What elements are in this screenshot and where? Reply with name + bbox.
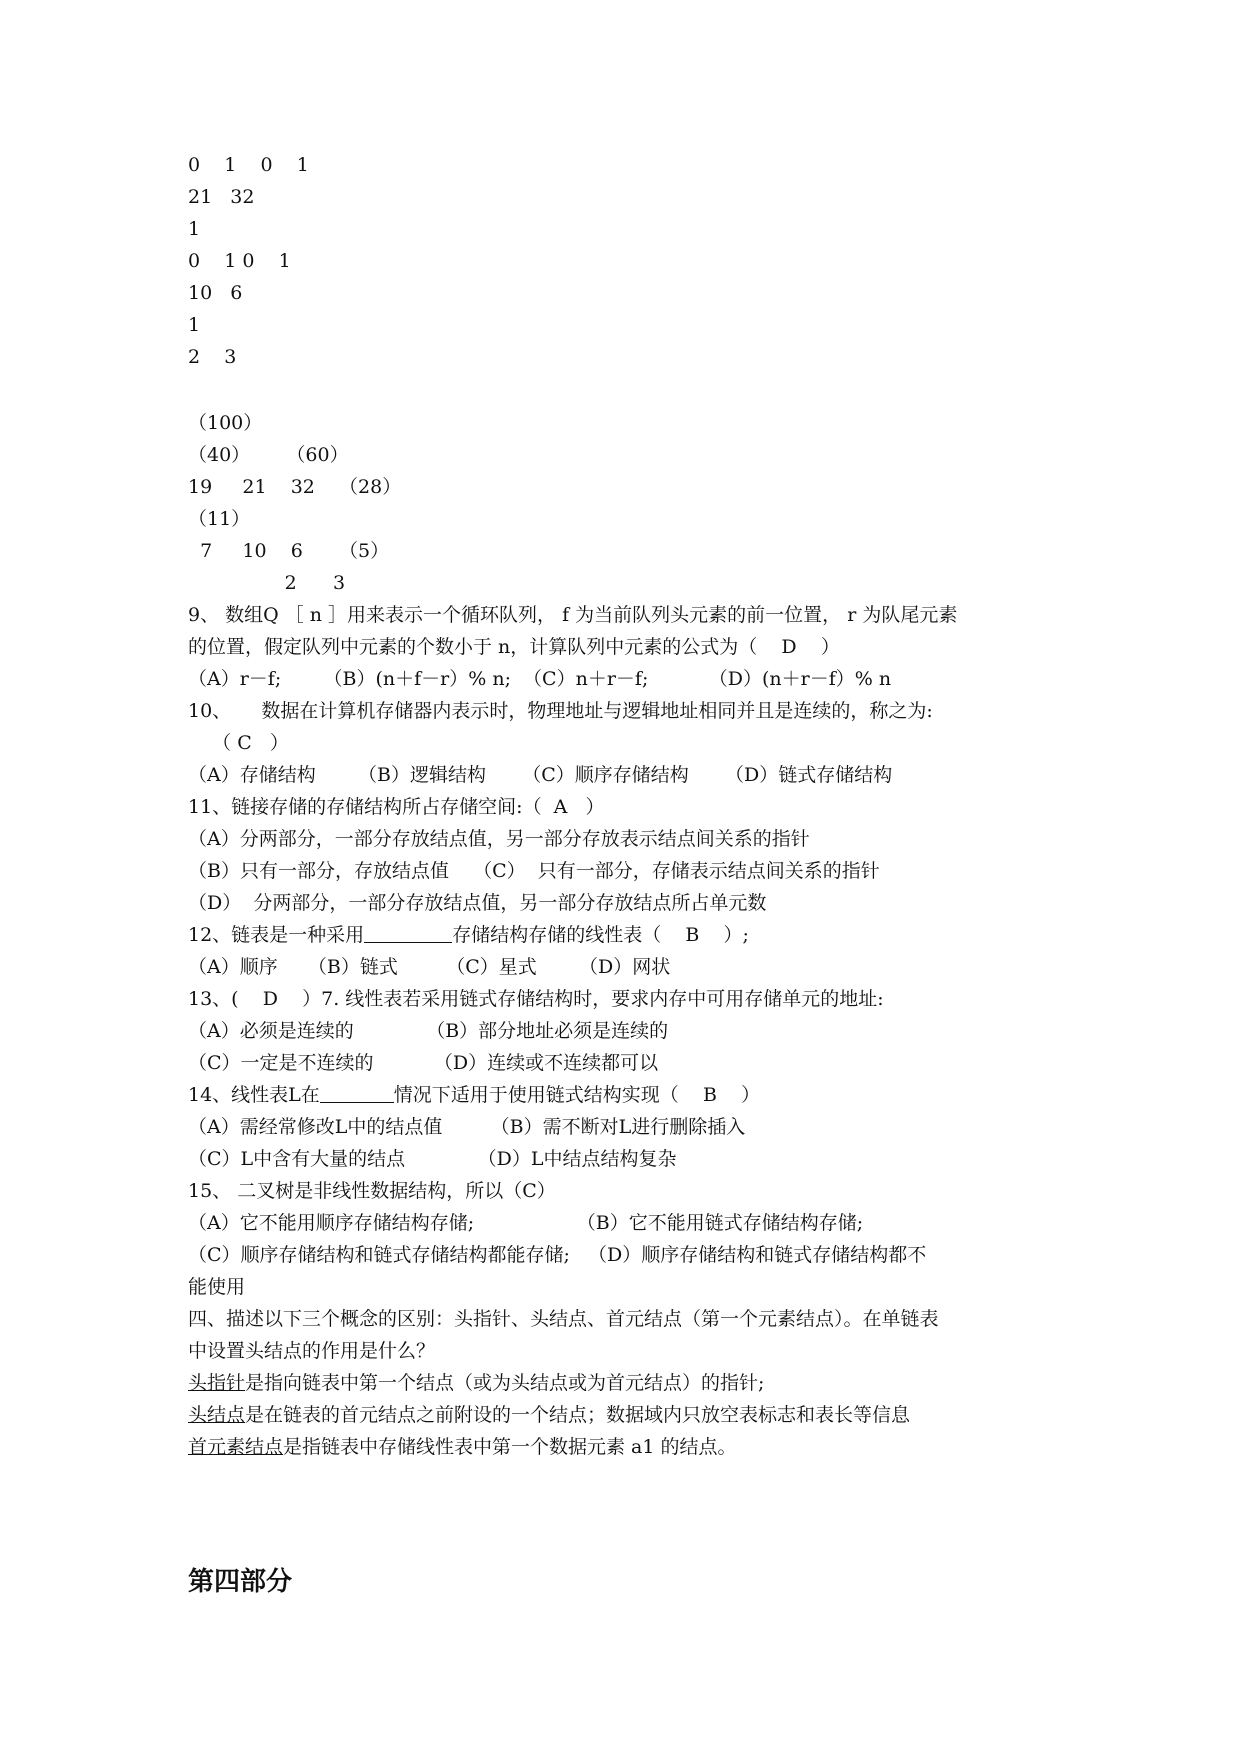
huffman-row-4: （11） bbox=[188, 508, 251, 530]
definition-head-node: 是在链表的首元结点之前附设的一个结点；数据域内只放空表标志和表长等信息 bbox=[245, 1404, 911, 1426]
question-11-option-bc: （B）只有一部分，存放结点值 （C） 只有一部分，存储表示结点间关系的指针 bbox=[188, 860, 880, 882]
question-10-options: （A）存储结构 （B）逻辑结构 （C）顺序存储结构 （D）链式存储结构 bbox=[188, 764, 893, 786]
question-12-prefix: 12、链表是一种采用 bbox=[188, 924, 365, 946]
definition-head-pointer: 是指向链表中第一个结点（或为头结点或为首元结点）的指针; bbox=[245, 1372, 765, 1394]
question-15-text: 15、 二叉树是非线性数据结构，所以（C） bbox=[188, 1180, 556, 1202]
term-head-pointer: 头指针 bbox=[188, 1372, 246, 1394]
huffman-row-1: （100） bbox=[188, 412, 263, 434]
question-11-option-a: （A）分两部分，一部分存放结点值，另一部分存放表示结点间关系的指针 bbox=[188, 828, 810, 850]
question-14-text bbox=[188, 1082, 760, 1108]
huffman-row-2: （40） （60） bbox=[188, 444, 349, 466]
part-heading: 第四部分 bbox=[188, 1567, 293, 1597]
tree-row-4: 0 1 0 1 bbox=[188, 250, 291, 272]
question-9-text: 9、 数组Q ［ n ］用来表示一个循环队列， f 为当前队列头元素的前一位置， r 为队尾元素 bbox=[188, 604, 958, 626]
answer-first-element-node bbox=[188, 1434, 737, 1460]
term-head-node: 头结点 bbox=[188, 1404, 246, 1426]
tree-row-7: 2 3 bbox=[188, 346, 237, 368]
question-13-text: 13、( D ）7. 线性表若采用链式存储结构时，要求内存中可用存储单元的地址: bbox=[188, 988, 884, 1010]
question-13-options-cd: （C）一定是不连续的 （D）连续或不连续都可以 bbox=[188, 1052, 659, 1074]
question-12-text bbox=[188, 922, 749, 948]
question-11-text: 11、链接存储的存储结构所占存储空间:（ A ） bbox=[188, 796, 605, 818]
answer-head-pointer bbox=[188, 1370, 764, 1396]
question-15-options-ab: （A）它不能用顺序存储结构存储; （B）它不能用链式存储结构存储; bbox=[188, 1212, 864, 1234]
question-14-options-ab: （A）需经常修改L中的结点值 （B）需不断对L进行删除插入 bbox=[188, 1116, 746, 1138]
fill-blank bbox=[364, 924, 452, 943]
term-first-element-node: 首元素结点 bbox=[188, 1436, 284, 1458]
definition-first-element-node: 是指链表中存储线性表中第一个数据元素 a1 的结点。 bbox=[283, 1436, 737, 1458]
question-10-text: 10、 数据在计算机存储器内表示时，物理地址与逻辑地址相同并且是连续的，称之为: bbox=[188, 700, 933, 722]
tree-row-2: 21 32 bbox=[188, 186, 255, 208]
question-14-prefix: 14、线性表L在 bbox=[188, 1084, 320, 1106]
tree-row-1: 0 1 0 1 bbox=[188, 154, 309, 176]
question-12-suffix: 存储结构存储的线性表（ B ）; bbox=[452, 924, 749, 946]
question-9-options: （A）r－f; （B）(n＋f－r）% n; （C）n＋r－f; （D）(n＋r－f）% n bbox=[188, 668, 892, 690]
huffman-row-6: 2 3 bbox=[188, 572, 346, 594]
answer-head-node bbox=[188, 1402, 910, 1428]
question-14-options-cd: （C）L中含有大量的结点 （D）L中结点结构复杂 bbox=[188, 1148, 677, 1170]
section-4-question: 四、描述以下三个概念的区别：头指针、头结点、首元结点（第一个元素结点）。在单链表 bbox=[188, 1308, 939, 1330]
question-15-options-tail: 能使用 bbox=[188, 1276, 246, 1298]
section-4-question-cont: 中设置头结点的作用是什么？ bbox=[188, 1340, 436, 1362]
question-10-answer: （ C ） bbox=[188, 732, 289, 754]
question-9-text-cont: 的位置，假定队列中元素的个数小于 n，计算队列中元素的公式为（ D ） bbox=[188, 636, 840, 658]
question-11-option-d: （D） 分两部分，一部分存放结点值，另一部分存放结点所占单元数 bbox=[188, 892, 767, 914]
tree-row-5: 10 6 bbox=[188, 282, 243, 304]
fill-blank bbox=[320, 1084, 394, 1103]
question-12-options: （A）顺序 （B）链式 （C）星式 （D）网状 bbox=[188, 956, 671, 978]
huffman-row-5: 7 10 6 （5） bbox=[188, 540, 390, 562]
question-14-suffix: 情况下适用于使用链式结构实现（ B ） bbox=[393, 1084, 761, 1106]
question-15-options-cd: （C）顺序存储结构和链式存储结构都能存储; （D）顺序存储结构和链式存储结构都不 bbox=[188, 1244, 927, 1266]
tree-row-3: 1 bbox=[188, 218, 201, 240]
tree-row-6: 1 bbox=[188, 314, 201, 336]
question-13-options-ab: （A）必须是连续的 （B）部分地址必须是连续的 bbox=[188, 1020, 669, 1042]
huffman-row-3: 19 21 32 （28） bbox=[188, 476, 402, 498]
